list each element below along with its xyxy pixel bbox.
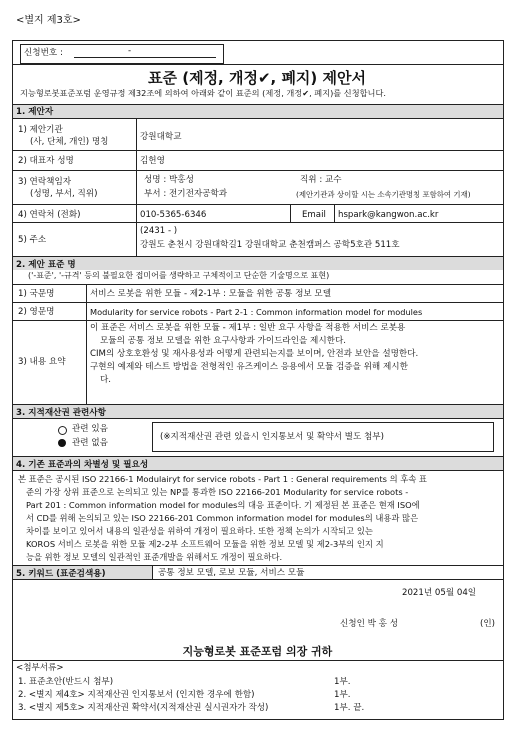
row1-label-b: (사, 단체, 개인) 명칭 [30, 137, 109, 147]
contact-note: (제안기관과 상이할 시는 소속기관명칭 포함하여 기재) [296, 190, 471, 199]
rationale-line-4[interactable]: 서 CD를 위해 논의되고 있는 ISO 22166-201 Common information model for modules의 내용과 많은 [26, 513, 419, 523]
addressee: 지능형로봇 표준포럼 의장 귀하 [182, 645, 333, 658]
option-yes-label: 관련 있음 [72, 424, 108, 434]
attachment-1-label: 1. 표준초안(반드시 첨부) [18, 677, 114, 687]
row4-label: 4) 연락처 (전화) [18, 210, 81, 220]
attachment-3-count: 1부. 끝. [334, 703, 365, 713]
rationale-line-2[interactable]: 준의 가장 상위 표준으로 논의되고 있는 NP를 통과한 ISO 22166-201 Modularity for service robots - [26, 487, 409, 497]
attachment-3-label: 3. <별지 제5호> 지적재산권 확약서(지적재산권 실시권자가 작성) [18, 703, 269, 713]
address-value[interactable]: 강원도 춘천시 강원대학길1 강원대학교 춘천캠퍼스 공학5호관 511호 [140, 240, 400, 250]
summary-label: 3) 내용 요약 [18, 357, 66, 367]
organization-value[interactable]: 강원대학교 [140, 132, 182, 142]
eng-name-value[interactable]: Modularity for service robots - Part 2-1 : Common information model for modules [90, 307, 423, 317]
phone-value[interactable]: 010-5365-6346 [140, 210, 207, 220]
rationale-line-7[interactable]: 능을 위한 정보 모델의 일관적인 표준개발을 위해서도 개정이 필요하다. [26, 552, 283, 562]
option-no-label: 관련 없음 [72, 438, 108, 448]
signer[interactable]: 신청인 박 홍 성 [340, 619, 399, 629]
row2-label: 2) 대표자 성명 [18, 156, 74, 166]
form-tag: <별지 제3호> [16, 15, 81, 26]
section1-heading: 1. 제안자 [16, 107, 54, 117]
email-value[interactable]: hspark@kangwon.ac.kr [338, 210, 439, 220]
page-title: 표준 (제정, 개정✔, 폐지) 제안서 [148, 69, 366, 87]
section2-header-bg [13, 257, 503, 270]
section5-heading: 5. 키워드 (표준검색용) [16, 569, 106, 579]
radio-related-no[interactable] [58, 439, 66, 447]
contact-dept[interactable]: 부서 : 전기전자공학과 [144, 189, 228, 199]
summary-line-4[interactable]: 구현의 예제와 테스트 방법을 전형적인 유즈케이스 응용에서 모듈 검증을 위해 제시한 [90, 362, 408, 372]
application-date[interactable]: 2021년 05월 04일 [402, 588, 477, 598]
eng-name-label: 2) 영문명 [18, 307, 55, 317]
attachment-1-count: 1부. [334, 677, 351, 687]
representative-value[interactable]: 김헌영 [140, 156, 165, 166]
kor-name-value[interactable]: 서비스 로봇을 위한 모듈 - 제2-1부 : 모듈을 위한 공통 정보 모델 [90, 289, 332, 299]
radio-related-yes[interactable] [58, 426, 67, 435]
applicant-no-underline [74, 57, 216, 58]
seal-mark: (인) [480, 619, 496, 629]
rationale-line-3[interactable]: Part 201 : Common information model for modules의 대응 표준이다. 기 제정된 본 표준은 현재 ISO에 [26, 500, 420, 510]
rationale-line-6[interactable]: KOROS 서비스 로봇을 위한 모듈 제2-2부 소프트웨어 모듈을 위한 정보 모델 및 제2-3부의 인지 지 [26, 539, 384, 549]
summary-line-5[interactable]: 다. [100, 375, 112, 385]
attachment-2-count: 1부. [334, 690, 351, 700]
contact-name[interactable]: 성명 : 박홍성 [144, 175, 194, 185]
applicant-no-label: 신청번호 : [24, 48, 63, 58]
section2-note: ('-표준', '-규격' 등의 불필요한 접미어를 생략하고 구체적이고 단순한 기술명으로 표현) [28, 271, 330, 280]
section2-heading: 2. 제안 표준 명 [16, 260, 76, 270]
summary-line-3[interactable]: CIM의 상호호환성 및 재사용성과 어떻게 관련되는지를 보이며, 안전과 보안을 설명한다. [90, 349, 419, 359]
summary-line-2[interactable]: 모듈의 공통 정보 모델을 위한 요구사항과 가이드라인을 제시한다. [100, 336, 346, 346]
attachment-2-label: 2. <별지 제4호> 지적재산권 인지통보서 (인지한 경우에 한함) [18, 690, 255, 700]
divider [12, 64, 503, 65]
zip-value[interactable]: (2431 - ) [140, 226, 178, 236]
attachments-heading: <첨부서류> [16, 663, 64, 673]
applicant-no-value[interactable]: - [128, 46, 132, 56]
rationale-line-1[interactable]: 본 표준은 공시된 ISO 22166-1 Modulairyt for service robots - Part 1 : General requirements 의 후속 표 [18, 474, 427, 484]
row3-label-a: 3) 연락책임자 [18, 177, 72, 187]
section1-header-bg [13, 104, 503, 118]
rationale-line-5[interactable]: 차이를 보이고 있어서 내용의 일관성을 위하여 개정이 필요하다. 또한 정책 논의가 시작되고 있는 [26, 526, 373, 536]
section3-heading: 3. 지적재산권 관련사항 [16, 408, 106, 418]
intro-text: 지능형로봇표준포럼 운영규정 제32조에 의하여 아래와 같이 표준의 (제정, 개정✔, 폐지)를 신청합니다. [20, 88, 386, 98]
email-label: Email [302, 210, 326, 220]
contact-position[interactable]: 직위 : 교수 [300, 175, 342, 185]
kor-name-label: 1) 국문명 [18, 289, 55, 299]
row5-label: 5) 주소 [18, 235, 47, 245]
row3-label-b: (성명, 부서, 직위) [30, 189, 98, 199]
summary-line-1[interactable]: 이 표준은 서비스 로봇을 위한 모듈 - 제1부 : 일반 요구 사항을 적용한 서비스 로봇용 [90, 323, 406, 333]
ip-note: (※지적재산권 관련 있을시 인지통보서 및 확약서 별도 첨부) [160, 432, 384, 442]
row1-label-a: 1) 제안기관 [18, 125, 63, 135]
keywords-value[interactable]: 공통 정보 모델, 로보 모듈, 서비스 모듈 [158, 568, 305, 578]
section4-heading: 4. 기존 표준과의 차별성 및 필요성 [16, 460, 149, 470]
